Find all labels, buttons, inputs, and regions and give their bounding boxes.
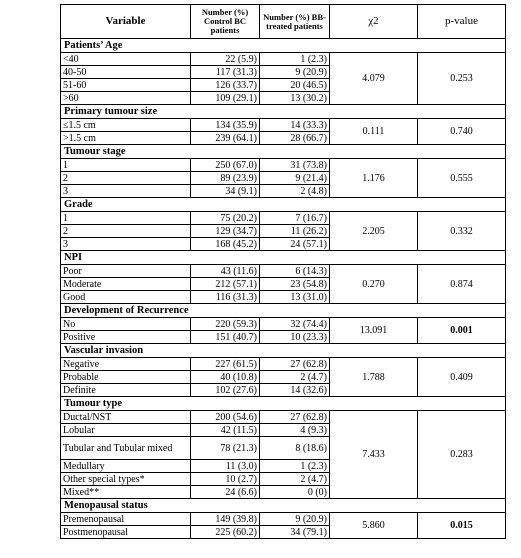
section-header-row xyxy=(61,499,506,513)
row-label: Lobular xyxy=(61,424,191,437)
bb-value: 20 (46.5) xyxy=(260,79,330,92)
chi2-value: 7.433 xyxy=(330,411,418,499)
control-value: 200 (54.6) xyxy=(191,411,260,424)
control-value: 250 (67.0) xyxy=(191,159,260,172)
control-value: 89 (23.9) xyxy=(191,172,260,185)
row-label: <40 xyxy=(61,53,191,66)
pvalue-value: 0.253 xyxy=(418,53,506,105)
row-label: Ductal/NST xyxy=(61,411,191,424)
control-value: 75 (20.2) xyxy=(191,212,260,225)
row-label: 1 xyxy=(61,159,191,172)
control-value: 40 (10.8) xyxy=(191,371,260,384)
chi2-value: 13.091 xyxy=(330,318,418,344)
bb-value: 24 (57.1) xyxy=(260,238,330,251)
control-value: 116 (31.3) xyxy=(191,291,260,304)
table-row xyxy=(61,119,506,132)
section-header-row xyxy=(61,304,506,318)
table-row xyxy=(61,318,506,331)
section-header-row xyxy=(61,105,506,119)
row-label: 3 xyxy=(61,185,191,198)
control-value: 117 (31.3) xyxy=(191,66,260,79)
row-label: 1 xyxy=(61,212,191,225)
row-label: Premenopausal xyxy=(61,513,191,526)
pvalue-value: 0.001 xyxy=(418,318,506,344)
bb-value: 7 (16.7) xyxy=(260,212,330,225)
bb-value: 13 (31.0) xyxy=(260,291,330,304)
pvalue-value: 0.332 xyxy=(418,212,506,251)
control-value: 220 (59.3) xyxy=(191,318,260,331)
row-label: Medullary xyxy=(61,460,191,473)
chi2-value: 1.176 xyxy=(330,159,418,198)
bb-value: 14 (32.6) xyxy=(260,384,330,397)
header-row xyxy=(61,5,506,39)
control-value: 11 (3.0) xyxy=(191,460,260,473)
row-label: Negative xyxy=(61,358,191,371)
control-value: 212 (57.1) xyxy=(191,278,260,291)
row-label: Moderate xyxy=(61,278,191,291)
row-label: Poor xyxy=(61,265,191,278)
pvalue-value: 0.015 xyxy=(418,513,506,539)
control-value: 134 (35.9) xyxy=(191,119,260,132)
section-header-row xyxy=(61,198,506,212)
pvalue-value: 0.874 xyxy=(418,265,506,304)
section-header-row xyxy=(61,251,506,265)
row-label: ≤1.5 cm xyxy=(61,119,191,132)
table-row xyxy=(61,411,506,424)
bb-value: 27 (62.8) xyxy=(260,358,330,371)
bb-value: 27 (62.8) xyxy=(260,411,330,424)
table-row xyxy=(61,159,506,172)
row-label: No xyxy=(61,318,191,331)
chi2-value: 2.205 xyxy=(330,212,418,251)
control-value: 42 (11.5) xyxy=(191,424,260,437)
bb-value: 0 (0) xyxy=(260,486,330,499)
bb-value: 9 (20.9) xyxy=(260,513,330,526)
bb-value: 1 (2.3) xyxy=(260,460,330,473)
control-header: Number (%) Control BC patients xyxy=(191,5,260,39)
chi2-value: 5.860 xyxy=(330,513,418,539)
section-header-row xyxy=(61,39,506,53)
patient-characteristics-table xyxy=(60,4,506,539)
row-label: 2 xyxy=(61,225,191,238)
row-label: Tubular and Tubular mixed xyxy=(61,437,191,460)
row-label: >1.5 cm xyxy=(61,132,191,145)
section-title: Patients’ Age xyxy=(61,39,506,53)
table-row xyxy=(61,513,506,526)
bb-value: 14 (33.3) xyxy=(260,119,330,132)
section-title: Grade xyxy=(61,198,506,212)
row-label: Good xyxy=(61,291,191,304)
table-body xyxy=(61,39,506,539)
variable-header: Variable xyxy=(61,5,191,39)
row-label: 3 xyxy=(61,238,191,251)
bb-value: 4 (9.3) xyxy=(260,424,330,437)
row-label: Definite xyxy=(61,384,191,397)
table-row xyxy=(61,53,506,66)
control-value: 168 (45.2) xyxy=(191,238,260,251)
bb-value: 32 (74.4) xyxy=(260,318,330,331)
table-row xyxy=(61,358,506,371)
chi2-value: 4.079 xyxy=(330,53,418,105)
pvalue-value: 0.409 xyxy=(418,358,506,397)
section-title: Menopausal status xyxy=(61,499,506,513)
section-title: Tumour type xyxy=(61,397,506,411)
section-title: Vascular invasion xyxy=(61,344,506,358)
control-value: 34 (9.1) xyxy=(191,185,260,198)
pvalue-header: p-value xyxy=(418,5,506,39)
bb-value: 1 (2.3) xyxy=(260,53,330,66)
control-value: 239 (64.1) xyxy=(191,132,260,145)
row-label: Probable xyxy=(61,371,191,384)
section-header-row xyxy=(61,397,506,411)
bb-value: 8 (18.6) xyxy=(260,437,330,460)
control-value: 227 (61.5) xyxy=(191,358,260,371)
bb-value: 9 (21.4) xyxy=(260,172,330,185)
control-value: 78 (21.3) xyxy=(191,437,260,460)
table-row xyxy=(61,265,506,278)
section-header-row xyxy=(61,145,506,159)
chi2-value: 1.788 xyxy=(330,358,418,397)
section-title: Tumour stage xyxy=(61,145,506,159)
bb-value: 2 (4.8) xyxy=(260,185,330,198)
bb-value: 11 (26.2) xyxy=(260,225,330,238)
section-title: NPI xyxy=(61,251,506,265)
row-label: Mixed** xyxy=(61,486,191,499)
bb-value: 28 (66.7) xyxy=(260,132,330,145)
bb-value: 2 (4.7) xyxy=(260,473,330,486)
bb-value: 10 (23.3) xyxy=(260,331,330,344)
row-label: Positive xyxy=(61,331,191,344)
row-label: >60 xyxy=(61,92,191,105)
control-value: 225 (60.2) xyxy=(191,526,260,539)
control-value: 129 (34.7) xyxy=(191,225,260,238)
row-label: 51-60 xyxy=(61,79,191,92)
chi2-value: 0.270 xyxy=(330,265,418,304)
control-value: 10 (2.7) xyxy=(191,473,260,486)
bb-value: 13 (30.2) xyxy=(260,92,330,105)
pvalue-value: 0.283 xyxy=(418,411,506,499)
row-label: 2 xyxy=(61,172,191,185)
bb-value: 23 (54.8) xyxy=(260,278,330,291)
pvalue-value: 0.740 xyxy=(418,119,506,145)
control-value: 102 (27.6) xyxy=(191,384,260,397)
section-title: Development of Recurrence xyxy=(61,304,506,318)
control-value: 151 (40.7) xyxy=(191,331,260,344)
control-value: 126 (33.7) xyxy=(191,79,260,92)
bb-header: Number (%) BB-treated patients xyxy=(260,5,330,39)
bb-value: 31 (73.8) xyxy=(260,159,330,172)
chi2-header: χ2 xyxy=(330,5,418,39)
control-value: 109 (29.1) xyxy=(191,92,260,105)
bb-value: 9 (20.9) xyxy=(260,66,330,79)
control-value: 22 (5.9) xyxy=(191,53,260,66)
control-value: 24 (6.6) xyxy=(191,486,260,499)
bb-value: 2 (4.7) xyxy=(260,371,330,384)
chi2-value: 0.111 xyxy=(330,119,418,145)
section-title: Primary tumour size xyxy=(61,105,506,119)
row-label: Postmenopausal xyxy=(61,526,191,539)
row-label: 40-50 xyxy=(61,66,191,79)
section-header-row xyxy=(61,344,506,358)
row-label: Other special types* xyxy=(61,473,191,486)
pvalue-value: 0.555 xyxy=(418,159,506,198)
bb-value: 6 (14.3) xyxy=(260,265,330,278)
control-value: 43 (11.6) xyxy=(191,265,260,278)
control-value: 149 (39.8) xyxy=(191,513,260,526)
table-row xyxy=(61,212,506,225)
bb-value: 34 (79.1) xyxy=(260,526,330,539)
